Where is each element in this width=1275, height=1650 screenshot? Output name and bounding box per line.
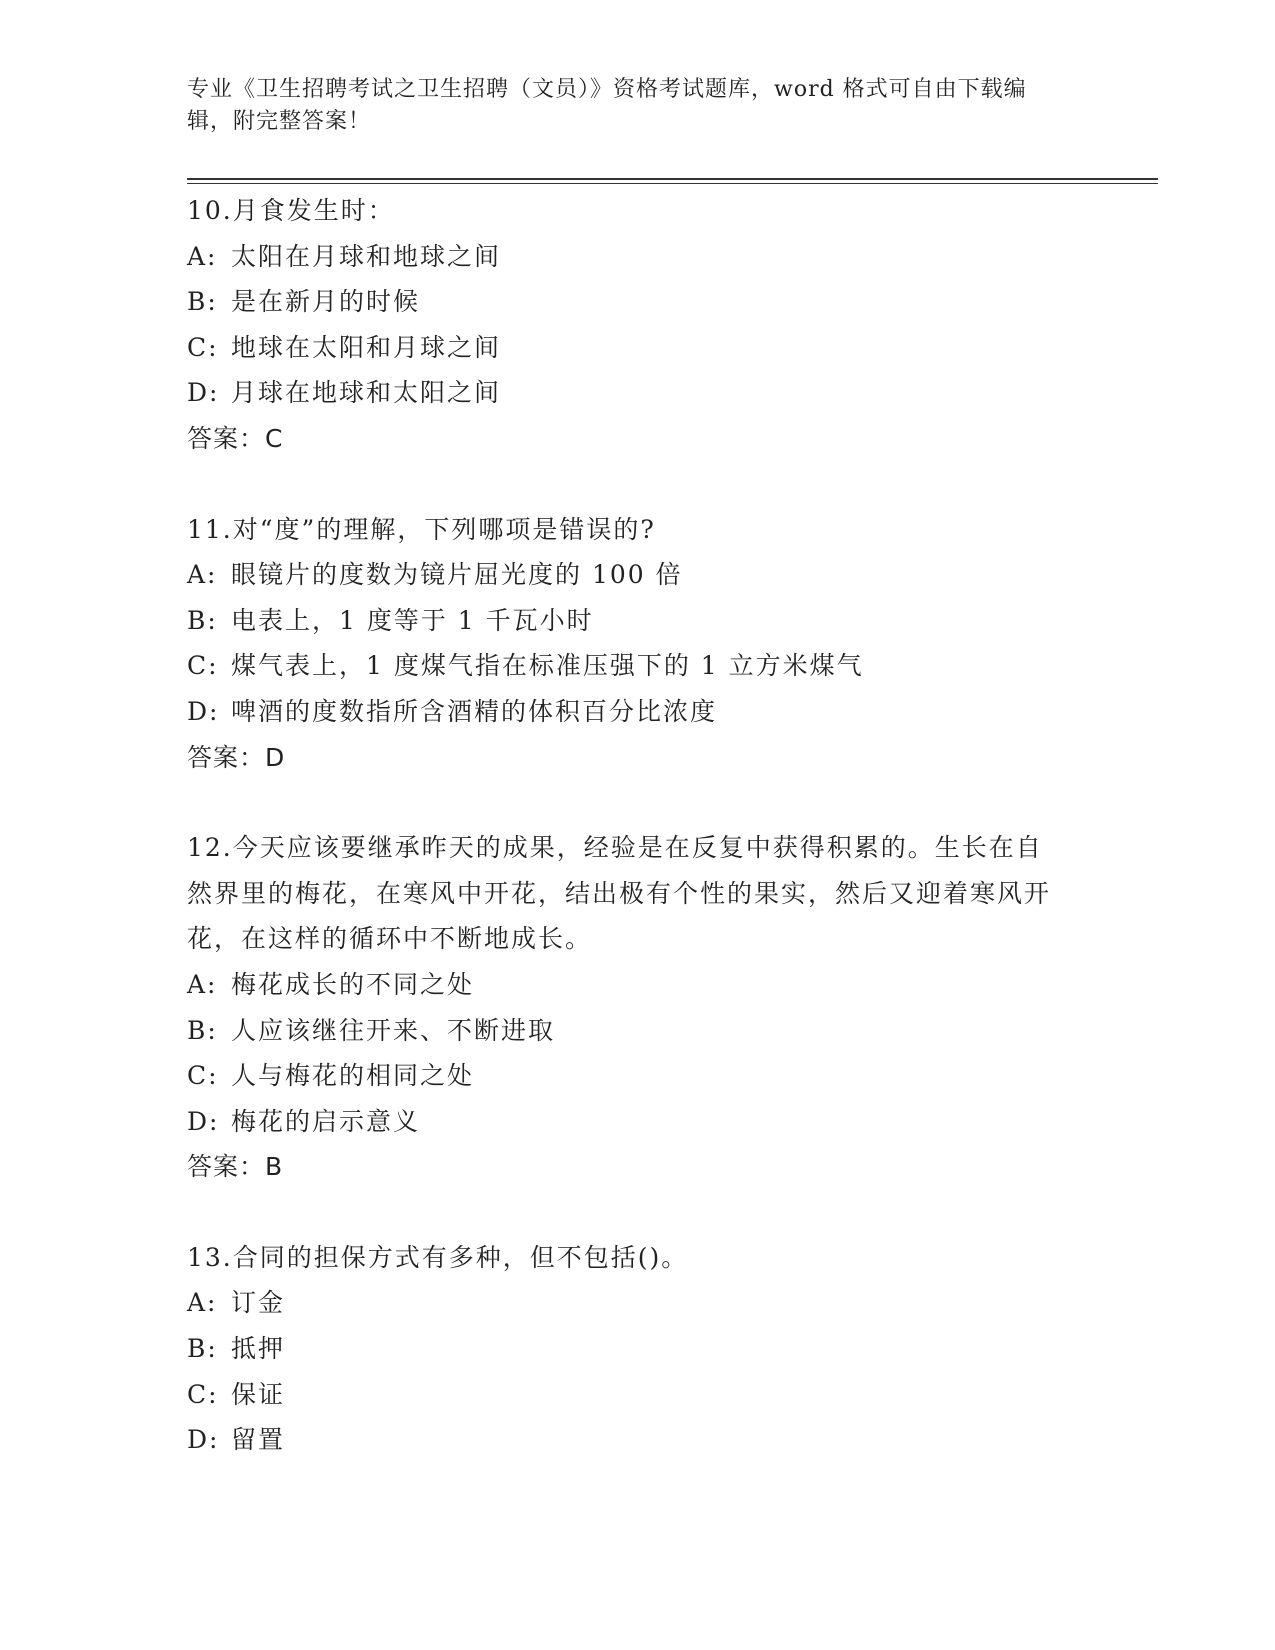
option-d [187,1099,1087,1145]
option-text: 留置 [231,1425,286,1455]
option-b [187,1326,1087,1372]
option-text: 是在新月的时候 [231,287,421,317]
option-label: A: [187,560,218,590]
option-label: B: [187,1334,218,1364]
option-label: A: [187,1288,218,1318]
option-text: 人应该继往开来、不断进取 [231,1015,556,1045]
option-d [187,370,1087,416]
question-stem: 10.月食发生时： [187,196,395,225]
option-label: A: [187,241,218,271]
question-13 [187,1235,1087,1463]
document-header: 专业《卫生招聘考试之卫生招聘（文员）》资格考试题库，word 格式可自由下载编辑，附完整答案！ [187,77,1027,134]
option-text: 梅花的启示意义 [231,1106,421,1136]
option-text: 太阳在月球和地球之间 [231,241,502,271]
option-b [187,598,1087,644]
option-a [187,1280,1087,1326]
option-label: D: [187,696,220,726]
option-b [187,279,1087,325]
option-label: B: [187,1015,218,1045]
header-rule-thick [187,178,1158,180]
option-text: 抵押 [231,1334,286,1364]
option-text: 煤气表上，1 度煤气指在标准压强下的 1 立方米煤气 [231,651,864,681]
option-a [187,234,1087,280]
option-text: 电表上，1 度等于 1 千瓦小时 [231,605,594,635]
option-a [187,552,1087,598]
option-c [187,643,1087,689]
answer-line: 答案：D [187,742,286,772]
option-d [187,689,1087,735]
question-11 [187,507,1087,781]
option-a [187,962,1087,1008]
option-c [187,325,1087,371]
option-c [187,1372,1087,1418]
question-12 [187,825,1087,1190]
question-stem: 13.合同的担保方式有多种，但不包括()。 [187,1242,689,1272]
option-label: D: [187,1106,220,1136]
answer-line: 答案：C [187,423,284,453]
option-text: 地球在太阳和月球之间 [231,332,502,362]
option-label: D: [187,1425,220,1455]
option-label: B: [187,605,218,635]
question-list [187,188,1087,1508]
question-stem: 12.今天应该要继承昨天的成果，经验是在反复中获得积累的。生长在自然界里的梅花，在寒风中开花，结出极有个性的果实，然后又迎着寒风开花，在这样的循环中不断地成长。 [187,833,1052,954]
answer-line: 答案：B [187,1152,284,1182]
option-text: 啤酒的度数指所含酒精的体积百分比浓度 [231,696,718,726]
option-text: 月球在地球和太阳之间 [231,378,502,408]
question-stem: 11.对“度”的理解，下列哪项是错误的? [187,514,656,544]
option-text: 眼镜片的度数为镜片屈光度的 100 倍 [231,560,683,590]
option-text: 梅花成长的不同之处 [231,969,475,999]
option-c [187,1053,1087,1099]
option-label: C: [187,332,219,362]
option-label: C: [187,1379,219,1409]
option-text: 订金 [231,1288,286,1318]
option-d [187,1417,1087,1463]
option-label: C: [187,651,219,681]
header-rule-thin [187,183,1158,184]
option-label: B: [187,287,218,317]
option-label: A: [187,969,218,999]
option-text: 人与梅花的相同之处 [231,1061,475,1091]
question-10 [187,188,1087,462]
option-label: C: [187,1061,219,1091]
option-b [187,1008,1087,1054]
option-text: 保证 [231,1379,286,1409]
option-label: D: [187,378,220,408]
